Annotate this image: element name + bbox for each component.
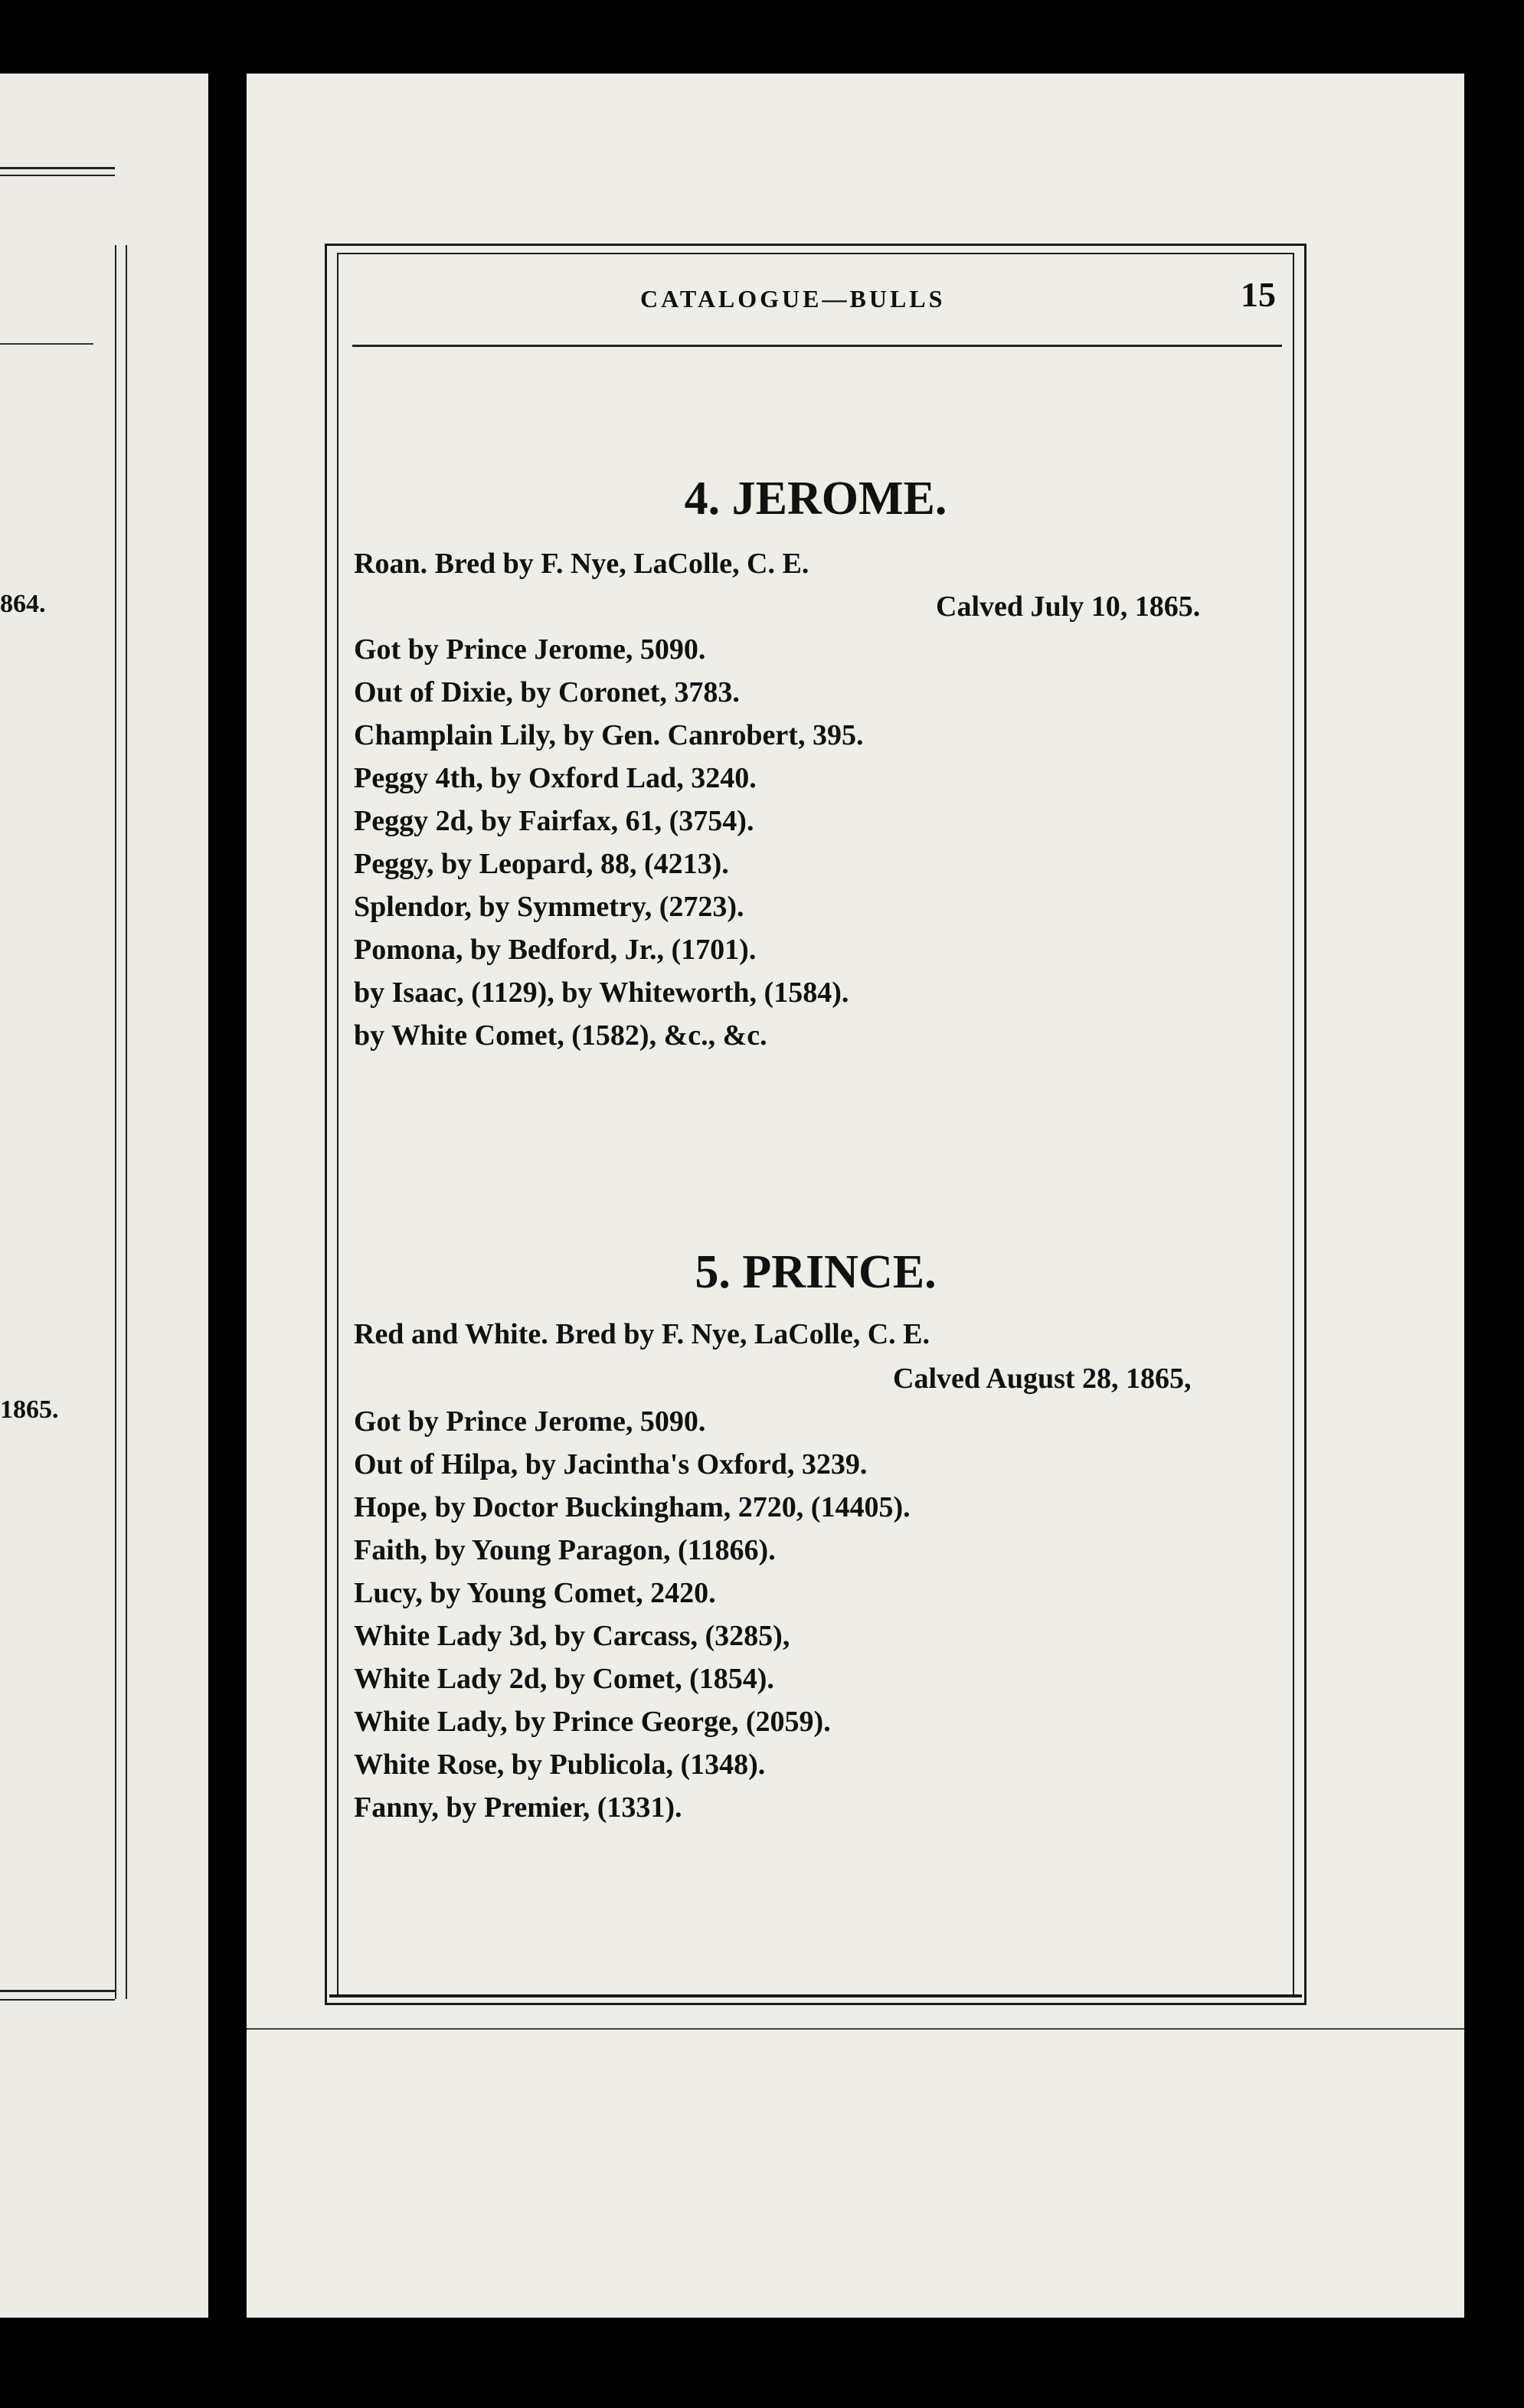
- pedigree-line: Hope, by Doctor Buckingham, 2720, (14405).: [354, 1491, 911, 1523]
- pedigree-line: by White Comet, (1582), &c., &c.: [354, 1019, 767, 1052]
- pedigree-line: Splendor, by Symmetry, (2723).: [354, 891, 744, 923]
- previous-page-rule: [0, 343, 93, 345]
- pedigree-line: White Lady, by Prince George, (2059).: [354, 1706, 831, 1738]
- pedigree-line: White Rose, by Publicola, (1348).: [354, 1749, 766, 1781]
- pedigree-line: Peggy, by Leopard, 88, (4213).: [354, 848, 729, 880]
- footer-rule: [329, 1994, 1302, 1997]
- header-rule: [352, 345, 1282, 347]
- entry-description: Red and White. Bred by F. Nye, LaColle, C. E.: [354, 1318, 930, 1350]
- pedigree-line: Lucy, by Young Comet, 2420.: [354, 1577, 716, 1609]
- pedigree-line: Champlain Lily, by Gen. Canrobert, 395.: [354, 719, 864, 751]
- page-edge-line: [247, 2028, 1464, 2030]
- pedigree-line: Faith, by Young Paragon, (11866).: [354, 1534, 776, 1566]
- entry-description: Roan. Bred by F. Nye, LaColle, C. E.: [354, 548, 809, 580]
- previous-page-rule: [0, 167, 115, 169]
- pedigree-line: Peggy 4th, by Oxford Lad, 3240.: [354, 762, 757, 794]
- pedigree-line: Out of Hilpa, by Jacintha's Oxford, 3239.: [354, 1448, 868, 1480]
- entry-title: 5. PRINCE.: [695, 1246, 937, 1298]
- running-head: CATALOGUE—BULLS: [640, 285, 946, 312]
- previous-page-border: [115, 245, 116, 1999]
- footer-rule: [329, 2004, 1302, 2005]
- entry-calved: Calved July 10, 1865.: [936, 591, 1201, 623]
- previous-page-fragment: 1865.: [0, 1395, 59, 1424]
- pedigree-line: Peggy 2d, by Fairfax, 61, (3754).: [354, 805, 754, 837]
- previous-page-rule: [0, 175, 115, 176]
- pedigree-line: Got by Prince Jerome, 5090.: [354, 633, 706, 666]
- pedigree-line: Out of Dixie, by Coronet, 3783.: [354, 676, 740, 708]
- page-number: 15: [1241, 275, 1276, 314]
- entry-calved: Calved August 28, 1865,: [893, 1363, 1192, 1395]
- previous-page-rule: [0, 1990, 115, 1992]
- previous-page-fragment: 864.: [0, 590, 46, 618]
- pedigree-line: by Isaac, (1129), by Whiteworth, (1584).: [354, 977, 849, 1009]
- pedigree-line: White Lady 2d, by Comet, (1854).: [354, 1663, 774, 1695]
- pedigree-line: Fanny, by Premier, (1331).: [354, 1791, 682, 1824]
- pedigree-line: Got by Prince Jerome, 5090.: [354, 1405, 706, 1438]
- previous-page-border: [126, 245, 127, 1999]
- entry-title: 4. JEROME.: [684, 473, 947, 525]
- pedigree-line: Pomona, by Bedford, Jr., (1701).: [354, 934, 757, 966]
- previous-page-rule: [0, 1999, 115, 2001]
- pedigree-line: White Lady 3d, by Carcass, (3285),: [354, 1620, 790, 1652]
